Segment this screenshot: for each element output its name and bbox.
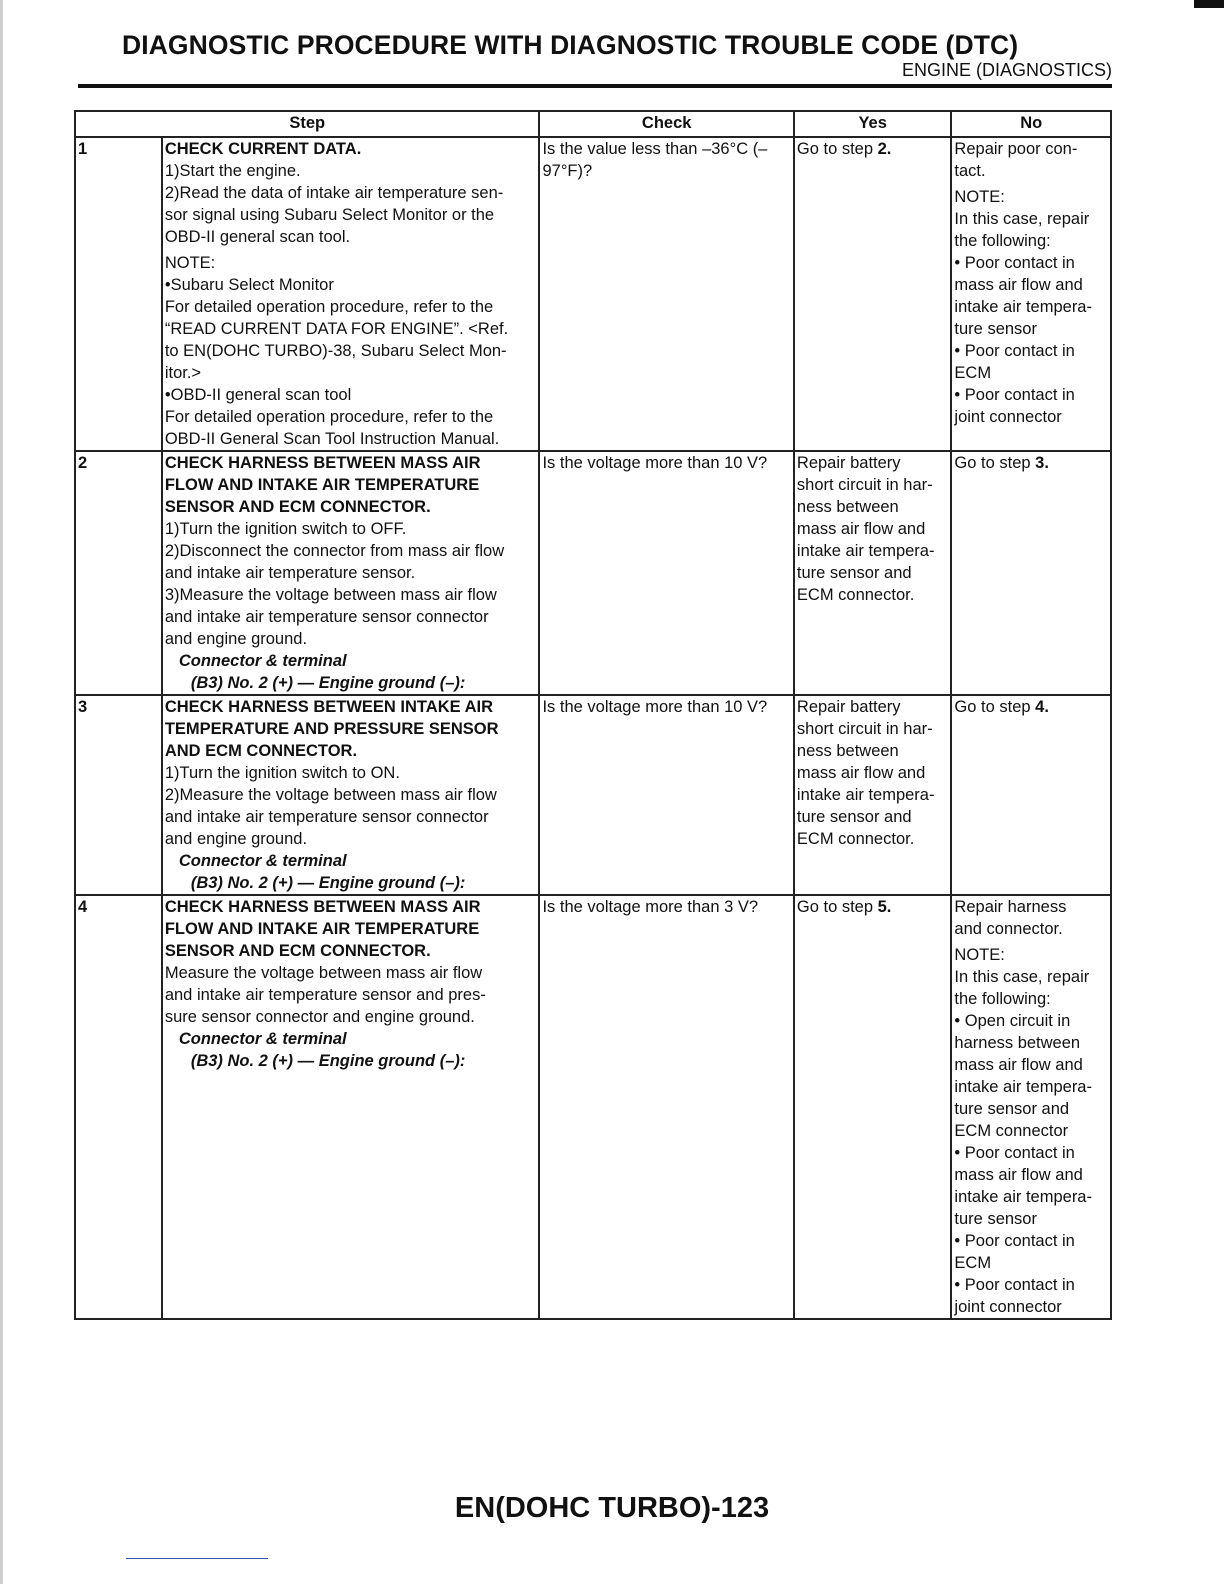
step-title: FLOW AND INTAKE AIR TEMPERATURE — [164, 476, 480, 494]
column-header-check: Check — [539, 111, 793, 137]
no-text: joint connector — [954, 1298, 1062, 1316]
yes-text: ECM connector. — [796, 830, 915, 848]
header-rule — [78, 84, 1112, 88]
table-row — [75, 451, 1111, 695]
no-text: • Open circuit in — [954, 1012, 1071, 1030]
connector-terminal: (B3) No. 2 (+) — Engine ground (–): — [190, 874, 466, 892]
step-text: and intake air temperature sensor connector — [164, 608, 489, 626]
no-text: the following: — [954, 990, 1051, 1008]
no-text: harness between — [954, 1034, 1081, 1052]
step-text: and engine ground. — [164, 630, 308, 648]
connector-terminal: (B3) No. 2 (+) — Engine ground (–): — [190, 674, 466, 692]
no-text: Repair harness — [954, 898, 1067, 916]
step-text: 2)Disconnect the connector from mass air flow — [164, 542, 505, 560]
table-row — [75, 137, 1111, 451]
step-title: CHECK HARNESS BETWEEN MASS AIR — [164, 898, 481, 916]
section-subtitle: ENGINE (DIAGNOSTICS) — [901, 60, 1112, 80]
step-ref: 3. — [1035, 454, 1049, 472]
yes-text: short circuit in har- — [796, 720, 933, 738]
yes-text: ECM connector. — [796, 586, 915, 604]
yes-text: ness between — [796, 742, 899, 760]
step-cell — [162, 895, 540, 1319]
yes-text: mass air flow and — [796, 764, 926, 782]
step-cell — [162, 695, 540, 895]
no-text: NOTE: — [954, 946, 1005, 964]
no-text: NOTE: — [954, 188, 1005, 206]
page-title: DIAGNOSTIC PROCEDURE WITH DIAGNOSTIC TROUBLE CODE (DTC) — [122, 30, 1019, 60]
step-text: 3)Measure the voltage between mass air flow — [164, 586, 497, 604]
step-title: FLOW AND INTAKE AIR TEMPERATURE — [164, 920, 480, 938]
connector-label: Connector & terminal — [178, 1030, 347, 1048]
no-text: Repair poor con- — [954, 140, 1078, 158]
step-text: sor signal using Subaru Select Monitor or the — [164, 206, 495, 224]
check-cell: Is the voltage more than 10 V? — [539, 451, 793, 695]
step-title: SENSOR AND ECM CONNECTOR. — [164, 498, 431, 516]
no-text: Go to step — [954, 698, 1036, 716]
no-cell — [951, 695, 1111, 895]
yes-text: mass air flow and — [796, 520, 926, 538]
yes-text: ness between — [796, 498, 899, 516]
step-title: AND ECM CONNECTOR. — [164, 742, 358, 760]
yes-text: Repair battery — [796, 698, 901, 716]
no-text: • Poor contact in — [954, 342, 1075, 360]
no-text: ECM connector — [954, 1122, 1069, 1140]
no-text: joint connector — [954, 408, 1062, 426]
step-text: •OBD-II general scan tool — [164, 386, 352, 404]
step-text: “READ CURRENT DATA FOR ENGINE”. <Ref. — [164, 320, 509, 338]
check-text: Is the value less than –36°C (– — [542, 140, 768, 158]
step-number: 1 — [75, 137, 162, 451]
page-number: EN(DOHC TURBO)-123 — [454, 1492, 770, 1524]
no-text: • Poor contact in — [954, 386, 1075, 404]
step-ref: 2. — [877, 140, 892, 158]
no-cell — [951, 895, 1111, 1319]
check-cell: Is the voltage more than 10 V? — [539, 695, 793, 895]
step-ref: 5. — [877, 898, 892, 916]
no-text: ture sensor — [954, 320, 1037, 338]
no-text: ECM — [954, 1254, 992, 1272]
step-text: •Subaru Select Monitor — [164, 276, 334, 294]
diagnostic-table — [74, 110, 1112, 1320]
check-text: 97°F)? — [542, 162, 593, 180]
no-text: mass air flow and — [954, 1056, 1083, 1074]
step-ref: 4. — [1035, 698, 1049, 716]
step-text: and engine ground. — [164, 830, 308, 848]
step-text: and intake air temperature sensor and pres- — [164, 986, 486, 1004]
yes-text: intake air tempera- — [796, 542, 935, 560]
no-text: ture sensor and — [954, 1100, 1070, 1118]
step-text: 1)Turn the ignition switch to ON. — [164, 764, 400, 782]
yes-text: Go to step — [796, 140, 878, 158]
yes-text: ture sensor and — [796, 808, 912, 826]
no-text: ture sensor — [954, 1210, 1037, 1228]
no-text: In this case, repair — [954, 210, 1090, 228]
step-text: OBD-II general scan tool. — [164, 228, 351, 246]
column-header-step: Step — [75, 111, 539, 137]
no-text: • Poor contact in — [954, 1232, 1075, 1250]
yes-cell — [794, 895, 952, 1319]
no-text: tact. — [954, 162, 986, 180]
column-header-no: No — [951, 111, 1111, 137]
step-text: Measure the voltage between mass air flow — [164, 964, 483, 982]
no-text: and connector. — [954, 920, 1063, 938]
check-cell: Is the voltage more than 3 V? — [539, 895, 793, 1319]
step-text: itor.> — [164, 364, 202, 382]
column-header-yes: Yes — [794, 111, 952, 137]
step-text: For detailed operation procedure, refer to the — [164, 298, 494, 316]
connector-terminal: (B3) No. 2 (+) — Engine ground (–): — [190, 1052, 466, 1070]
step-text: sure sensor connector and engine ground. — [164, 1008, 475, 1026]
step-number: 4 — [75, 895, 162, 1319]
connector-label: Connector & terminal — [178, 652, 347, 670]
step-text: For detailed operation procedure, refer to the — [164, 408, 494, 426]
step-text: 1)Start the engine. — [164, 162, 301, 180]
step-cell — [162, 451, 540, 695]
step-number: 2 — [75, 451, 162, 695]
no-cell — [951, 137, 1111, 451]
no-text: intake air tempera- — [954, 1188, 1092, 1206]
no-cell — [951, 451, 1111, 695]
yes-text: Go to step — [796, 898, 878, 916]
yes-text: ture sensor and — [796, 564, 912, 582]
yes-cell — [794, 695, 952, 895]
yes-text: short circuit in har- — [796, 476, 933, 494]
no-text: Go to step — [954, 454, 1036, 472]
check-cell — [539, 137, 793, 451]
no-text: ECM — [954, 364, 992, 382]
step-text: 2)Measure the voltage between mass air flow — [164, 786, 497, 804]
step-text: NOTE: — [164, 254, 216, 272]
no-text: • Poor contact in — [954, 254, 1075, 272]
connector-label: Connector & terminal — [178, 852, 347, 870]
table-header-row — [75, 111, 1111, 137]
no-text: the following: — [954, 232, 1051, 250]
no-text: mass air flow and — [954, 276, 1083, 294]
no-text: • Poor contact in — [954, 1276, 1075, 1294]
step-text: to EN(DOHC TURBO)-38, Subaru Select Mon- — [164, 342, 507, 360]
step-title: SENSOR AND ECM CONNECTOR. — [164, 942, 431, 960]
no-text: • Poor contact in — [954, 1144, 1075, 1162]
step-number: 3 — [75, 695, 162, 895]
yes-text: Repair battery — [796, 454, 901, 472]
step-title: CHECK HARNESS BETWEEN MASS AIR — [164, 454, 481, 472]
corner-mark — [1194, 0, 1224, 8]
step-title: CHECK CURRENT DATA. — [164, 140, 362, 158]
table-row — [75, 695, 1111, 895]
no-text: mass air flow and — [954, 1166, 1083, 1184]
yes-text: intake air tempera- — [796, 786, 935, 804]
table-row — [75, 895, 1111, 1319]
yes-cell — [794, 137, 952, 451]
scan-edge — [0, 0, 3, 1584]
step-text: and intake air temperature sensor. — [164, 564, 416, 582]
step-text: 2)Read the data of intake air temperature sen- — [164, 184, 504, 202]
step-text: OBD-II General Scan Tool Instruction Manual. — [164, 430, 500, 448]
no-text: In this case, repair — [954, 968, 1090, 986]
step-title: TEMPERATURE AND PRESSURE SENSOR — [164, 720, 499, 738]
footer-rule — [126, 1558, 268, 1559]
step-text: 1)Turn the ignition switch to OFF. — [164, 520, 407, 538]
step-text: and intake air temperature sensor connector — [164, 808, 489, 826]
no-text: intake air tempera- — [954, 298, 1092, 316]
no-text: intake air tempera- — [954, 1078, 1092, 1096]
step-cell — [162, 137, 540, 451]
step-title: CHECK HARNESS BETWEEN INTAKE AIR — [164, 698, 494, 716]
yes-cell — [794, 451, 952, 695]
